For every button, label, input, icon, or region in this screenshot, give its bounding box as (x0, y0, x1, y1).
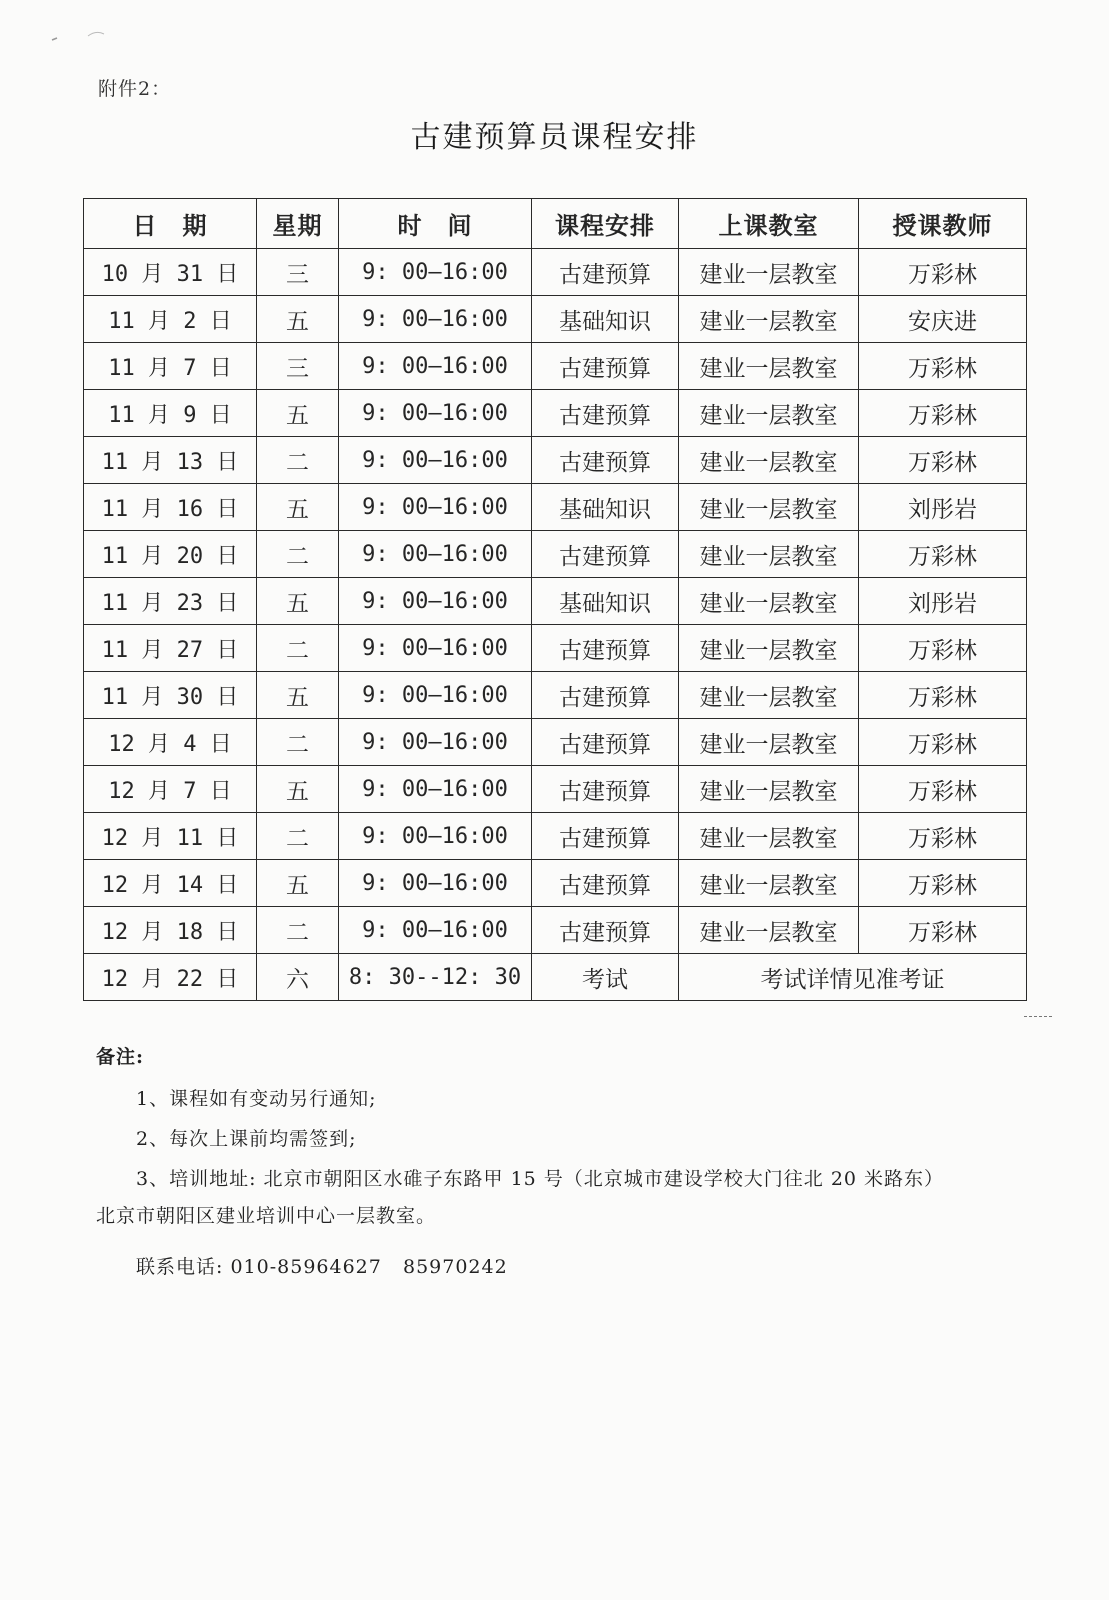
row-weekday: 五 (257, 484, 339, 531)
row-course: 古建预算 (532, 343, 679, 390)
row-course: 古建预算 (532, 860, 679, 907)
row-course: 古建预算 (532, 672, 679, 719)
row-teacher: 万彩林 (859, 672, 1027, 719)
header-classroom: 上课教室 (679, 199, 859, 249)
row-teacher: 万彩林 (859, 766, 1027, 813)
row-weekday: 三 (257, 249, 339, 296)
row-teacher: 万彩林 (859, 907, 1027, 954)
row-date: 11 月 27 日 (84, 625, 257, 672)
row-course: 古建预算 (532, 437, 679, 484)
schedule-table (83, 198, 1027, 1001)
row-classroom: 建业一层教室 (679, 907, 859, 954)
header-teacher: 授课教师 (859, 199, 1027, 249)
table-row (84, 766, 1027, 813)
page-title: 古建预算员课程安排 (410, 120, 699, 155)
table-row (84, 390, 1027, 437)
row-course: 基础知识 (532, 484, 679, 531)
table-row (84, 813, 1027, 860)
header-date: 日 期 (84, 199, 257, 249)
row-date: 11 月 30 日 (84, 672, 257, 719)
scan-edge-line (1024, 1016, 1052, 1017)
row-teacher: 万彩林 (859, 813, 1027, 860)
table-row (84, 296, 1027, 343)
row-classroom: 建业一层教室 (679, 531, 859, 578)
row-date: 12 月 11 日 (84, 813, 257, 860)
note-item-3: 3、培训地址: 北京市朝阳区水碓子东路甲 15 号（北京城市建设学校大门往北 20 米路东） (136, 1168, 945, 1190)
row-weekday: 二 (257, 907, 339, 954)
table-row (84, 484, 1027, 531)
row-time: 9: 00—16:00 (339, 672, 532, 719)
row-classroom: 建业一层教室 (679, 766, 859, 813)
row-date: 12 月 14 日 (84, 860, 257, 907)
exam-note: 考试详情见准考证 (679, 954, 1027, 1001)
row-classroom: 建业一层教室 (679, 813, 859, 860)
row-date: 12 月 4 日 (84, 719, 257, 766)
note-item-2: 2、每次上课前均需签到; (136, 1128, 357, 1150)
table-row (84, 860, 1027, 907)
row-course: 古建预算 (532, 390, 679, 437)
table-row (84, 672, 1027, 719)
contact-phone-2: 85970242 (402, 1256, 508, 1278)
row-classroom: 建业一层教室 (679, 719, 859, 766)
row-time: 9: 00—16:00 (339, 531, 532, 578)
row-course: 古建预算 (532, 766, 679, 813)
row-teacher: 万彩林 (859, 860, 1027, 907)
table-header-row (84, 199, 1027, 249)
row-time: 9: 00—16:00 (339, 907, 532, 954)
row-date: 11 月 20 日 (84, 531, 257, 578)
row-teacher: 万彩林 (859, 437, 1027, 484)
row-teacher: 万彩林 (859, 390, 1027, 437)
row-course: 古建预算 (532, 249, 679, 296)
row-time: 9: 00—16:00 (339, 813, 532, 860)
notes-heading: 备注: (96, 1046, 145, 1068)
row-teacher: 刘彤岩 (859, 484, 1027, 531)
table-row (84, 719, 1027, 766)
row-course: 古建预算 (532, 719, 679, 766)
note-item-3-cont: 北京市朝阳区建业培训中心一层教室。 (96, 1205, 437, 1227)
row-course: 基础知识 (532, 296, 679, 343)
table-row (84, 625, 1027, 672)
row-date: 11 月 7 日 (84, 343, 257, 390)
row-weekday: 二 (257, 531, 339, 578)
header-course: 课程安排 (532, 199, 679, 249)
row-time: 9: 00—16:00 (339, 390, 532, 437)
row-course: 基础知识 (532, 578, 679, 625)
row-teacher: 万彩林 (859, 719, 1027, 766)
row-teacher: 万彩林 (859, 531, 1027, 578)
row-weekday: 二 (257, 813, 339, 860)
row-teacher: 万彩林 (859, 249, 1027, 296)
row-weekday: 五 (257, 578, 339, 625)
table-row (84, 907, 1027, 954)
row-classroom: 建业一层教室 (679, 296, 859, 343)
note-item-1: 1、课程如有变动另行通知; (136, 1088, 377, 1110)
row-weekday: 五 (257, 390, 339, 437)
notes-section (96, 1042, 1036, 1233)
row-date: 11 月 13 日 (84, 437, 257, 484)
row-classroom: 建业一层教室 (679, 625, 859, 672)
contact-phone-1: 010-85964627 (230, 1256, 382, 1278)
row-course: 古建预算 (532, 813, 679, 860)
header-weekday: 星期 (257, 199, 339, 249)
row-teacher: 刘彤岩 (859, 578, 1027, 625)
table-row (84, 578, 1027, 625)
row-classroom: 建业一层教室 (679, 343, 859, 390)
row-date: 12 月 18 日 (84, 907, 257, 954)
row-date: 11 月 23 日 (84, 578, 257, 625)
row-teacher: 万彩林 (859, 343, 1027, 390)
table-row (84, 249, 1027, 296)
row-weekday: 五 (257, 860, 339, 907)
row-date: 12 月 7 日 (84, 766, 257, 813)
row-time: 9: 00—16:00 (339, 437, 532, 484)
row-course: 古建预算 (532, 625, 679, 672)
row-classroom: 建业一层教室 (679, 672, 859, 719)
row-weekday: 五 (257, 766, 339, 813)
row-time: 9: 00—16:00 (339, 860, 532, 907)
contact-label: 联系电话: (136, 1256, 224, 1278)
row-classroom: 建业一层教室 (679, 484, 859, 531)
row-weekday: 三 (257, 343, 339, 390)
exam-row (84, 954, 1027, 1001)
row-time: 9: 00—16:00 (339, 625, 532, 672)
row-date: 11 月 2 日 (84, 296, 257, 343)
contact-line (136, 1252, 508, 1279)
row-time: 9: 00—16:00 (339, 249, 532, 296)
scan-speck-mark (48, 26, 108, 46)
row-time: 9: 00—16:00 (339, 578, 532, 625)
row-time: 9: 00—16:00 (339, 719, 532, 766)
exam-course: 考试 (532, 954, 679, 1001)
row-time: 9: 00—16:00 (339, 343, 532, 390)
row-classroom: 建业一层教室 (679, 578, 859, 625)
row-weekday: 二 (257, 625, 339, 672)
table-row (84, 531, 1027, 578)
row-date: 11 月 9 日 (84, 390, 257, 437)
row-teacher: 万彩林 (859, 625, 1027, 672)
row-course: 古建预算 (532, 907, 679, 954)
header-time: 时 间 (339, 199, 532, 249)
row-classroom: 建业一层教室 (679, 860, 859, 907)
row-weekday: 二 (257, 437, 339, 484)
row-weekday: 五 (257, 672, 339, 719)
row-classroom: 建业一层教室 (679, 437, 859, 484)
row-date: 10 月 31 日 (84, 249, 257, 296)
exam-weekday: 六 (257, 954, 339, 1001)
table-row (84, 343, 1027, 390)
row-time: 9: 00—16:00 (339, 766, 532, 813)
row-weekday: 五 (257, 296, 339, 343)
row-teacher: 安庆进 (859, 296, 1027, 343)
table-row (84, 437, 1027, 484)
row-course: 古建预算 (532, 531, 679, 578)
row-time: 9: 00—16:00 (339, 484, 532, 531)
attachment-label: 附件2： (98, 78, 172, 100)
row-classroom: 建业一层教室 (679, 249, 859, 296)
row-time: 9: 00—16:00 (339, 296, 532, 343)
row-classroom: 建业一层教室 (679, 390, 859, 437)
exam-date: 12 月 22 日 (84, 954, 257, 1001)
row-date: 11 月 16 日 (84, 484, 257, 531)
row-weekday: 二 (257, 719, 339, 766)
exam-time: 8: 30--12: 30 (339, 954, 532, 1001)
